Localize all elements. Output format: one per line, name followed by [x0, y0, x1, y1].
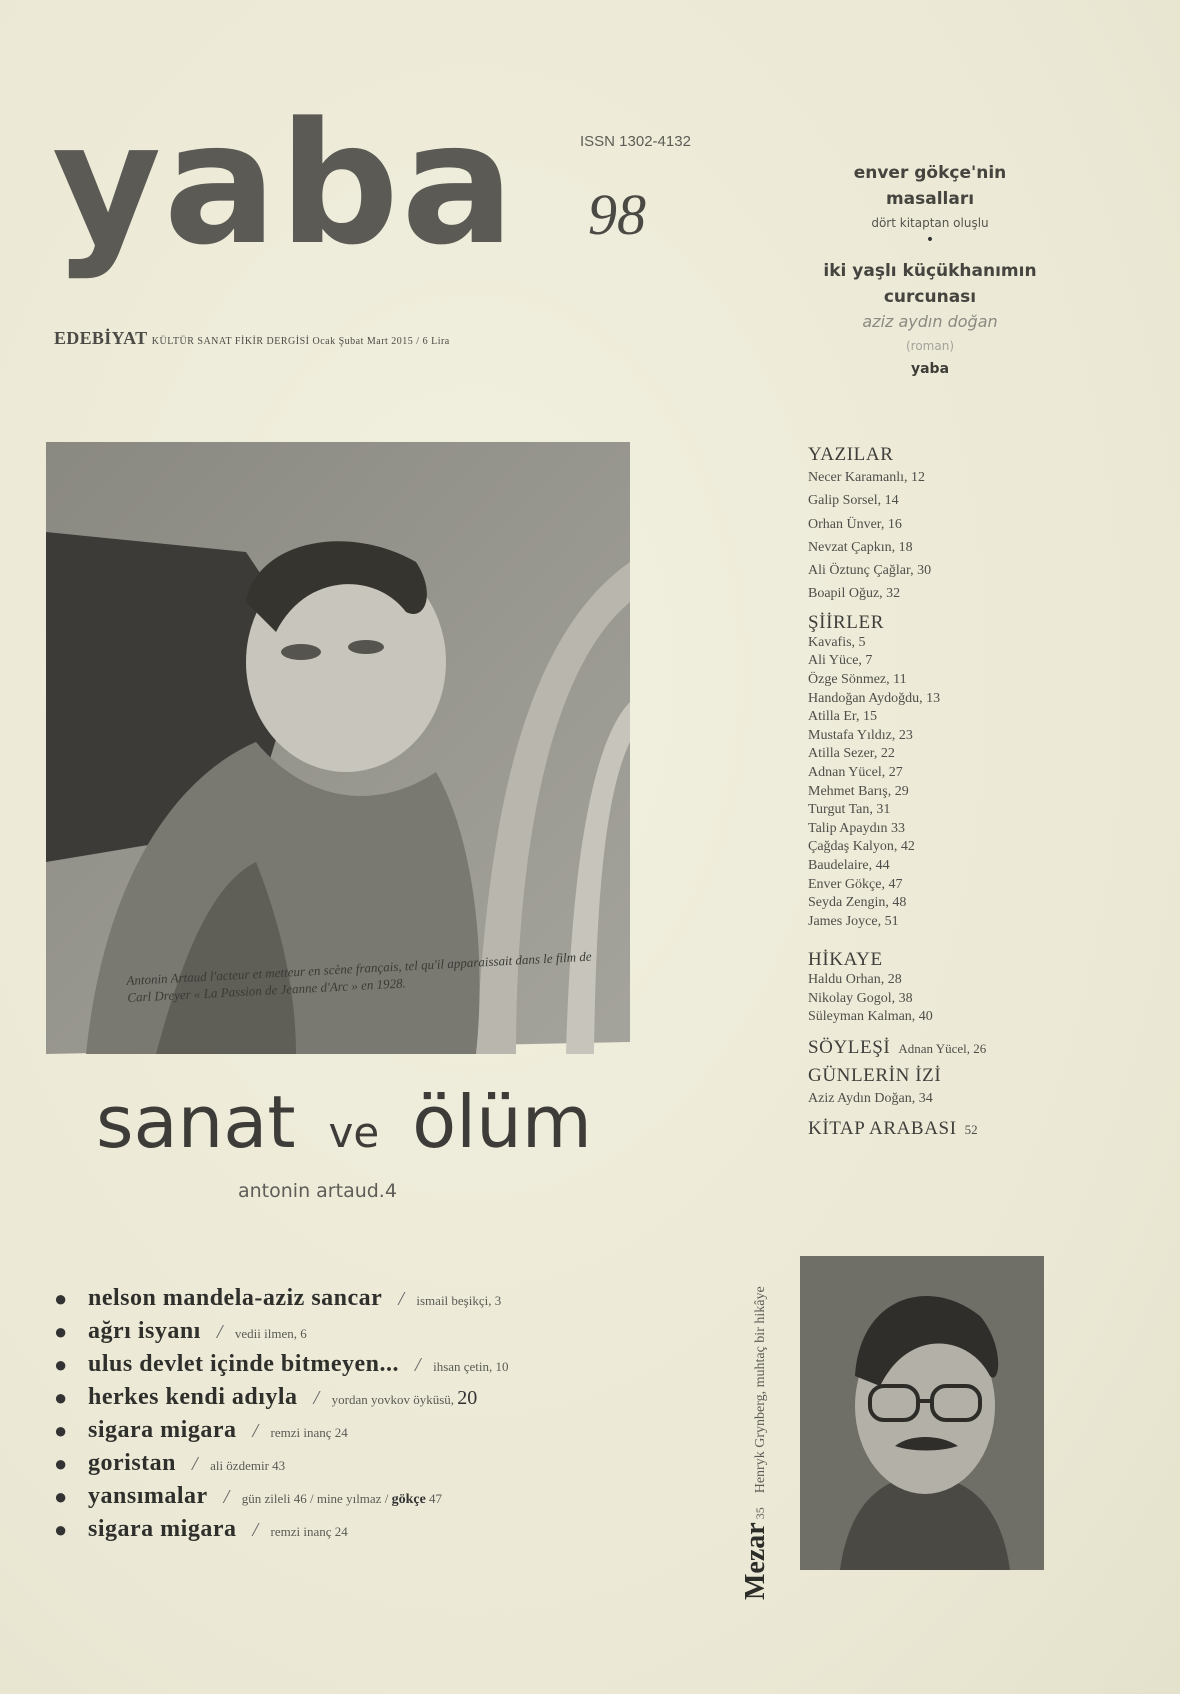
list-item: Ali Öztunç Çağlar, 30	[808, 563, 932, 579]
promo-publisher: yaba	[910, 361, 950, 377]
article-title: sigara migara	[88, 1516, 237, 1542]
list-item: Nikolay Gogol, 38	[808, 990, 913, 1006]
article-meta: vedii ilmen, 6	[234, 1326, 307, 1341]
list-item: Nevzat Çapkın, 18	[808, 539, 913, 555]
list-item: Mehmet Barış, 29	[808, 783, 909, 799]
magazine-cover: ISSN 1302-4132 yaba 98 EDEBİYAT KÜLTÜR SANAT FİKİR DERGİSİ Ocak Şubat Mart 2015 / 6 Lira Antonin Artaud l'acteur et metteur en scène français, tel qu'il apparaissait dans le film de Carl Dreyer « La Passion de Jeanne d'Arc » en 1928. sanat ve ölüm antonin artaud.4 ● nelson mandela-aziz sancar / ismail beşikçi, 3 ● ağrı isyanı / vedii ilmen, 6 ● ulus devlet içinde bitmeyen... / ihsan çetin, 10 ● herkes kendi adıyla / yordan yovkov öyküsü, 20 ● sigara migara / remzi inanç 24 ● goristan / ali özdemir 43 ● yansımalar / gün zileli 46 / mine yılmaz / gökçe 47 ● sigara migara / remzi inanç 24 enver gökçe'nin masalları dört kitaptan oluşlu • iki yaşlı küçükhanımın curcunası aziz aydın doğan (roman) yaba YAZILAR Necer Karamanlı, 12 Galip Sorsel, 14 Orhan Ünver, 16 Nevzat Çapkın, 18 Ali Öztunç Çağlar, 30 Boapil Oğuz, 32 ŞİİRLER Kavafis, 5 Ali Yüce, 7 Özge Sönmez, 11 Handoğan Aydoğdu, 13 Atilla Er, 15 Mustafa Yıldız, 23 Atilla Sezer, 22 Adnan Yücel, 27 Mehmet Barış, 29 Turgut Tan, 31 Talip Apaydın 33 Çağdaş Kalyon, 42 Baudelaire, 44 Enver Gökçe, 47 Seyda Zengin, 48 James Joyce, 51 HİKAYE Haldu Orhan, 28 Nikolay Gogol, 38 Süleyman Kalman, 40 SÖYLEŞİ Adnan Yücel, 26 GÜNLERİN İZİ Aziz Aydın Doğan, 34 KİTAP ARABASI 52 Mezar35Henryk Grynberg, muhtaç bir hikâye	[0, 0, 1180, 1694]
section-heading-kitap-arabasi: KİTAP ARABASI	[808, 1118, 957, 1140]
list-item: Handoğan Aydoğdu, 13	[808, 690, 941, 706]
article-meta: yordan yovkov öyküsü,	[331, 1392, 455, 1407]
star-icon: •	[925, 232, 935, 248]
hikaye-list	[808, 971, 1108, 1027]
promo-line: enver gökçe'nin	[853, 163, 1007, 183]
tagline-lead: EDEBİYAT	[54, 328, 148, 348]
article-meta: remzi inanç 24	[270, 1524, 348, 1539]
list-item: Mustafa Yıldız, 23	[808, 727, 913, 743]
list-item: Boapil Oğuz, 32	[808, 586, 901, 602]
portrait-grynberg-image	[800, 1256, 1044, 1570]
list-item: Adnan Yücel, 27	[808, 764, 903, 780]
promo-line: masalları	[885, 189, 975, 209]
promo-line: iki yaşlı küçükhanımın	[823, 261, 1037, 281]
tagline	[54, 328, 450, 349]
section-heading-hikaye: HİKAYE	[808, 949, 883, 971]
siirler-list	[808, 634, 1108, 932]
list-item: Baudelaire, 44	[808, 857, 890, 873]
issn-number: ISSN 1302-4132	[580, 133, 691, 150]
bullet-icon: ●	[54, 1319, 68, 1344]
list-item: Atilla Sezer, 22	[808, 746, 895, 762]
article-page: 47	[429, 1491, 443, 1506]
article-extra: gökçe	[391, 1492, 426, 1507]
section-heading-gunlerin-izi: GÜNLERİN İZİ	[808, 1065, 942, 1087]
headline-word-ve: ve	[328, 1108, 380, 1157]
article-meta: ali özdemir 43	[210, 1458, 286, 1473]
headline-word-olum: ölüm	[412, 1080, 592, 1164]
article-title: nelson mandela-aziz sancar	[88, 1285, 383, 1311]
list-item: Galip Sorsel, 14	[808, 493, 899, 509]
yazilar-list	[808, 466, 1108, 606]
tagline-rest: KÜLTÜR SANAT FİKİR DERGİSİ Ocak Şubat Mart 2015 / 6 Lira	[151, 336, 450, 347]
list-item: Çağdaş Kalyon, 42	[808, 839, 915, 855]
list-item: James Joyce, 51	[808, 913, 899, 929]
promo-line: curcunası	[883, 287, 977, 307]
article-title: sigara migara	[88, 1417, 237, 1443]
list-item: Orhan Ünver, 16	[808, 516, 902, 532]
list-item: Kavafis, 5	[808, 634, 866, 650]
section-heading-siirler: ŞİİRLER	[808, 611, 884, 633]
list-item: Necer Karamanlı, 12	[808, 470, 925, 485]
section-heading-soylesi: SÖYLEŞİ	[808, 1037, 891, 1059]
article-title: ulus devlet içinde bitmeyen...	[88, 1351, 400, 1377]
list-item: Ali Yüce, 7	[808, 653, 873, 669]
headline-word-sanat: sanat	[96, 1080, 296, 1164]
list-item: Talip Apaydın 33	[808, 820, 906, 836]
bullet-icon: ●	[54, 1418, 68, 1443]
article-meta: ihsan çetin, 10	[433, 1359, 509, 1374]
article-meta: ismail beşikçi, 3	[416, 1293, 502, 1308]
feature-subtitle: Henryk Grynberg, muhtaç bir hikâye	[753, 1286, 768, 1494]
cover-headline	[96, 1080, 592, 1164]
side-feature	[740, 1286, 772, 1600]
bullet-icon: ●	[54, 1484, 68, 1509]
soylesi-detail: Adnan Yücel, 26	[898, 1041, 987, 1057]
list-item: Atilla Er, 15	[808, 709, 878, 725]
article-page: 20	[457, 1387, 478, 1409]
promo-genre: (roman)	[905, 339, 955, 353]
feature-page: 35	[753, 1507, 767, 1520]
bullet-icon: ●	[54, 1451, 68, 1476]
photo-caption: Antonin Artaud l'acteur et metteur en scène français, tel qu'il apparaissait dans le film de Carl Dreyer « La Passion de Jeanne d'Arc » en 1928.	[126, 948, 592, 1005]
article-title: herkes kendi adıyla	[88, 1384, 298, 1410]
list-item: Seyda Zengin, 48	[808, 895, 907, 911]
list-item: Özge Sönmez, 11	[808, 671, 907, 687]
article-title: yansımalar	[88, 1483, 208, 1509]
promo-line: dört kitaptan oluşlu	[871, 216, 989, 230]
bullet-icon: ●	[54, 1385, 68, 1410]
issue-number: 98	[588, 182, 646, 247]
magazine-logo: yaba	[52, 86, 517, 282]
headline-byline: antonin artaud.4	[238, 1180, 397, 1202]
list-item: Süleyman Kalman, 40	[808, 1009, 933, 1025]
book-promo	[790, 160, 1070, 380]
feature-title: Mezar	[740, 1522, 771, 1600]
section-kitap-arabasi	[808, 1118, 1108, 1140]
list-item: Haldu Orhan, 28	[808, 972, 902, 988]
article-title: goristan	[88, 1450, 176, 1476]
kitap-arabasi-page: 52	[964, 1122, 978, 1138]
section-heading-yazilar: YAZILAR	[808, 444, 894, 465]
portrait-photo	[800, 1256, 1044, 1570]
bullet-icon: ●	[54, 1517, 68, 1542]
article-meta: gün zileli 46 / mine yılmaz /	[241, 1491, 389, 1506]
promo-author: aziz aydın doğan	[862, 312, 998, 331]
article-title: ağrı isyanı	[88, 1318, 201, 1344]
bullet-icon: ●	[54, 1352, 68, 1377]
list-item: Enver Gökçe, 47	[808, 876, 903, 892]
article-meta: remzi inanç 24	[270, 1425, 348, 1440]
bullet-icon: ●	[54, 1286, 68, 1311]
list-item: Turgut Tan, 31	[808, 802, 891, 818]
table-of-contents	[808, 444, 1108, 1140]
gunlerin-izi-item: Aziz Aydın Doğan, 34	[808, 1091, 933, 1107]
section-soylesi	[808, 1037, 1108, 1059]
